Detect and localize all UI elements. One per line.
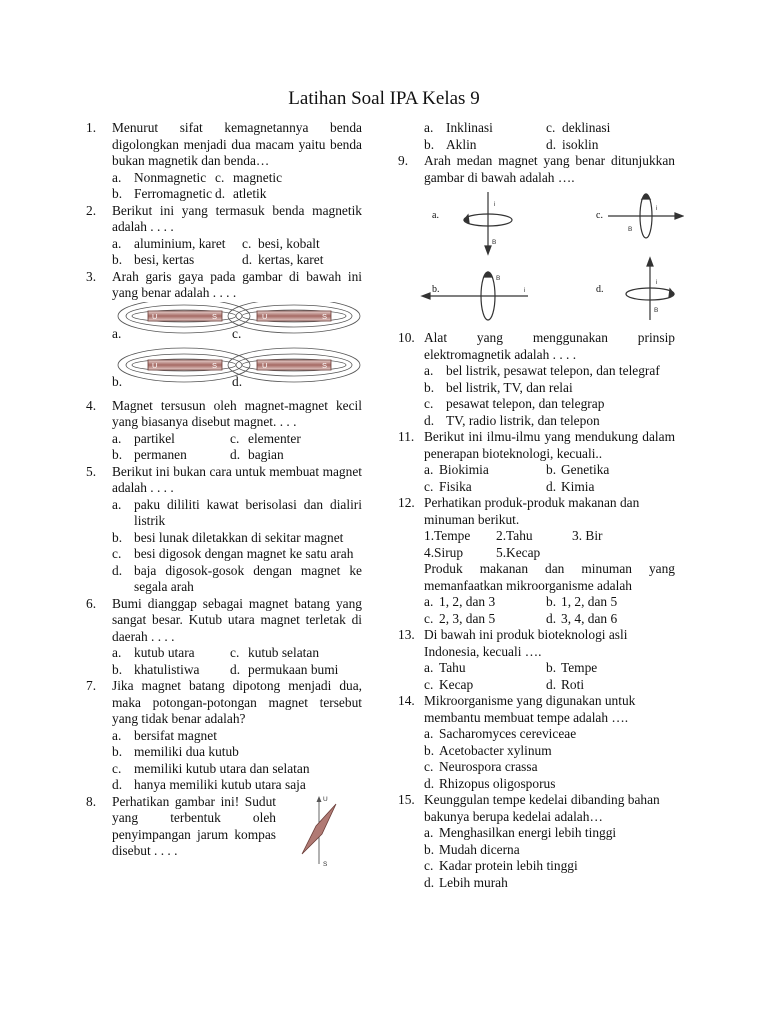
label-d: d. <box>232 373 243 389</box>
question-number: 4. <box>86 397 97 413</box>
question-10 <box>398 330 675 429</box>
question-8-options <box>398 120 675 153</box>
question-number: 10. <box>398 330 415 345</box>
option-b[interactable]: b. 1, 2, dan 5 <box>546 594 618 609</box>
option-d[interactable]: d. Kimia <box>546 478 595 494</box>
svg-text:i: i <box>656 279 658 286</box>
svg-text:S: S <box>322 311 328 321</box>
label-d: d. <box>596 284 604 295</box>
question-text: Magnet tersusun oleh magnet-magnet kecil yang biasanya disebut magnet. . . . <box>112 397 362 429</box>
label-a: a. <box>432 210 439 221</box>
compass-needle-figure <box>292 792 344 868</box>
option-c[interactable]: c. deklinasi <box>546 120 611 135</box>
north-label: U <box>323 795 328 803</box>
question-4 <box>86 398 362 464</box>
svg-text:S: S <box>212 360 218 370</box>
product-list: 1.Tempe 2.Tahu 3. Bir <box>424 528 603 543</box>
question-text: Bumi dianggap sebagai magnet batang yang sangat besar. Kutub utara magnet terletak di daerah . . . . <box>112 595 362 644</box>
option-d[interactable]: d. atletik <box>215 186 267 201</box>
question-number: 15. <box>398 792 415 807</box>
question-text: Berikut ini ilmu-ilmu yang mendukung dalam penerapan bioteknologi, kecuali.. <box>424 429 675 461</box>
svg-text:B: B <box>496 275 501 282</box>
question-text: Keunggulan tempe kedelai dibanding bahan bakunya berupa kedelai adalah… <box>424 792 660 824</box>
question-text: Berikut ini bukan cara untuk membuat magnet adalah . . . . <box>112 463 362 495</box>
option-b[interactable]: b. besi, kertas <box>112 252 195 267</box>
option-a[interactable]: a. Sacharomyces cereviceae <box>424 726 577 741</box>
question-11 <box>398 429 675 495</box>
question-number: 11. <box>398 429 415 444</box>
option-b[interactable]: b. Tempe <box>546 660 598 675</box>
question-text: Mikroorganisme yang digunakan untuk membantu membuat tempe adalah …. <box>424 693 636 725</box>
label-c: c. <box>232 325 242 341</box>
question-7 <box>86 678 362 794</box>
option-b[interactable]: b. khatulistiwa <box>112 661 200 677</box>
option-a[interactable]: a. Menghasilkan energi lebih tinggi <box>424 825 617 840</box>
question-text: Di bawah ini produk bioteknologi asli Indonesia, kecuali …. <box>424 627 628 659</box>
question-14 <box>398 693 675 792</box>
pole-u: U <box>152 311 158 321</box>
right-column <box>398 120 675 891</box>
question-2 <box>86 203 362 269</box>
option-c[interactable]: c. memiliki kutub utara dan selatan <box>112 760 310 776</box>
question-number: 12. <box>398 495 415 510</box>
question-text: Arah garis gaya pada gambar di bawah ini yang benar adalah . . . . <box>112 268 362 300</box>
question-text: Perhatikan gambar ini! Sudut yang terbentuk oleh penyimpangan jarum kompas disebut . . . . <box>112 793 276 858</box>
question-number: 8. <box>86 793 97 809</box>
label-b: b. <box>432 284 440 295</box>
question-text-2: Produk makanan dan minuman yang memanfaatkan mikroorganisme adalah <box>424 561 675 593</box>
magnet-field-figure <box>112 302 362 398</box>
option-c[interactable]: c. besi, kobalt <box>242 235 320 251</box>
figure-d <box>626 258 674 320</box>
option-c[interactable]: c. elementer <box>230 430 301 446</box>
label-c: c. <box>596 210 603 221</box>
question-number: 3. <box>86 268 97 284</box>
option-d[interactable]: d. 3, 4, dan 6 <box>546 610 618 626</box>
question-number: 14. <box>398 693 415 708</box>
option-d[interactable]: d. hanya memiliki kutub utara saja <box>112 777 306 792</box>
option-d[interactable]: d. permukaan bumi <box>230 661 339 677</box>
option-d[interactable]: d. Lebih murah <box>424 874 508 890</box>
option-b[interactable]: b. Acetobacter xylinum <box>424 742 552 758</box>
label-b: b. <box>112 373 123 389</box>
page-title: Latihan Soal IPA Kelas 9 <box>288 88 480 109</box>
option-d[interactable]: d. bagian <box>230 447 284 462</box>
question-number: 1. <box>86 120 97 135</box>
question-number: 5. <box>86 463 97 479</box>
question-number: 13. <box>398 627 415 642</box>
option-c[interactable]: c. besi digosok dengan magnet ke satu arah <box>112 546 354 561</box>
option-b[interactable]: b. besi lunak diletakkan di sekitar magnet <box>112 529 344 545</box>
option-c[interactable]: c. Neurospora crassa <box>424 759 538 774</box>
option-b[interactable]: b. permanen <box>112 447 187 462</box>
option-c[interactable]: c. Fisika <box>424 478 472 494</box>
question-3 <box>86 269 362 398</box>
svg-text:B: B <box>492 239 497 246</box>
svg-text:U: U <box>152 360 158 370</box>
svg-text:B: B <box>654 307 659 314</box>
question-text: Perhatikan produk-produk makanan dan minuman berikut. <box>424 495 640 527</box>
figure-c <box>608 194 683 238</box>
question-number: 7. <box>86 678 97 693</box>
question-number: 2. <box>86 202 97 218</box>
option-b[interactable]: b. Mudah dicerna <box>424 841 520 857</box>
question-12 <box>398 495 675 627</box>
question-1 <box>86 120 362 203</box>
svg-text:i: i <box>656 205 658 212</box>
svg-text:U: U <box>262 360 268 370</box>
question-number: 6. <box>86 595 97 611</box>
question-number: 9. <box>398 153 409 168</box>
option-a[interactable]: a. aluminium, karet <box>112 235 226 251</box>
option-d[interactable]: d. Roti <box>546 676 585 692</box>
label-a: a. <box>112 325 122 341</box>
option-a[interactable]: a. bel listrik, pesawat telepon, dan telegraf <box>424 363 660 378</box>
option-a[interactable]: a. Tahu <box>424 660 466 675</box>
option-b[interactable]: b. Ferromagnetic <box>112 186 213 201</box>
option-a[interactable]: a. Inklinasi <box>424 120 493 135</box>
question-5 <box>86 464 362 596</box>
option-a[interactable]: a. kutub utara <box>112 645 195 660</box>
question-15 <box>398 792 675 891</box>
option-c[interactable]: c. pesawat telepon, dan telegrap <box>424 396 605 411</box>
option-a[interactable]: a. bersifat magnet <box>112 727 217 743</box>
option-b[interactable]: b. Aklin <box>424 136 477 152</box>
question-8 <box>86 793 362 868</box>
question-9 <box>398 153 675 330</box>
figure-a <box>464 192 512 254</box>
option-c[interactable]: c. Kecap <box>424 676 474 692</box>
question-6 <box>86 596 362 679</box>
option-b[interactable]: b. bel listrik, TV, dan relai <box>424 379 573 395</box>
svg-text:B: B <box>628 226 633 233</box>
svg-text:S: S <box>322 360 328 370</box>
pole-s: S <box>212 311 218 321</box>
left-column <box>86 120 362 868</box>
option-c[interactable]: c. Kadar protein lebih tinggi <box>424 858 578 873</box>
option-d[interactable]: d. isoklin <box>546 136 599 152</box>
question-text: Menurut sifat kemagnetannya benda digolongkan menjadi dua macam yaitu benda bukan magnetik dan benda… <box>112 120 362 168</box>
south-label: S <box>323 860 328 868</box>
option-c[interactable]: c. magnetic <box>215 169 283 185</box>
magnetic-field-figure <box>402 186 684 330</box>
product-list: 4.Sirup 5.Kecap <box>424 544 541 560</box>
option-d[interactable]: d. kertas, karet <box>242 252 324 267</box>
svg-text:U: U <box>262 311 268 321</box>
option-b[interactable]: b. memiliki dua kutub <box>112 744 239 759</box>
option-c[interactable]: c. kutub selatan <box>230 645 320 660</box>
svg-text:i: i <box>524 287 526 294</box>
option-d[interactable]: d. TV, radio listrik, dan telepon <box>424 412 600 428</box>
option-b[interactable]: b. Genetika <box>546 462 610 477</box>
option-a[interactable]: a. 1, 2, dan 3 <box>424 594 496 609</box>
option-a[interactable]: a. paku dililiti kawat berisolasi dan dialiri listrik <box>112 496 362 528</box>
svg-text:i: i <box>494 201 496 208</box>
option-a[interactable]: a. partikel <box>112 430 175 446</box>
option-c[interactable]: c. 2, 3, dan 5 <box>424 610 496 626</box>
option-a[interactable]: a. Nonmagnetic <box>112 169 207 185</box>
question-text: Arah medan magnet yang benar ditunjukkan gambar di bawah adalah …. <box>424 153 675 185</box>
option-d[interactable]: d. Rhizopus oligosporus <box>424 775 556 791</box>
question-13 <box>398 627 675 693</box>
question-text: Alat yang menggunakan prinsip elektromagnetik adalah . . . . <box>424 330 675 362</box>
question-text: Jika magnet batang dipotong menjadi dua, maka potongan-potongan magnet tersebut yang tidak benar adalah? <box>112 678 362 726</box>
option-a[interactable]: a. Biokimia <box>424 462 489 477</box>
option-d[interactable]: d. baja digosok-gosok dengan magnet ke segala arah <box>112 562 362 594</box>
question-text: Berikut ini yang termasuk benda magnetik adalah . . . . <box>112 202 362 234</box>
